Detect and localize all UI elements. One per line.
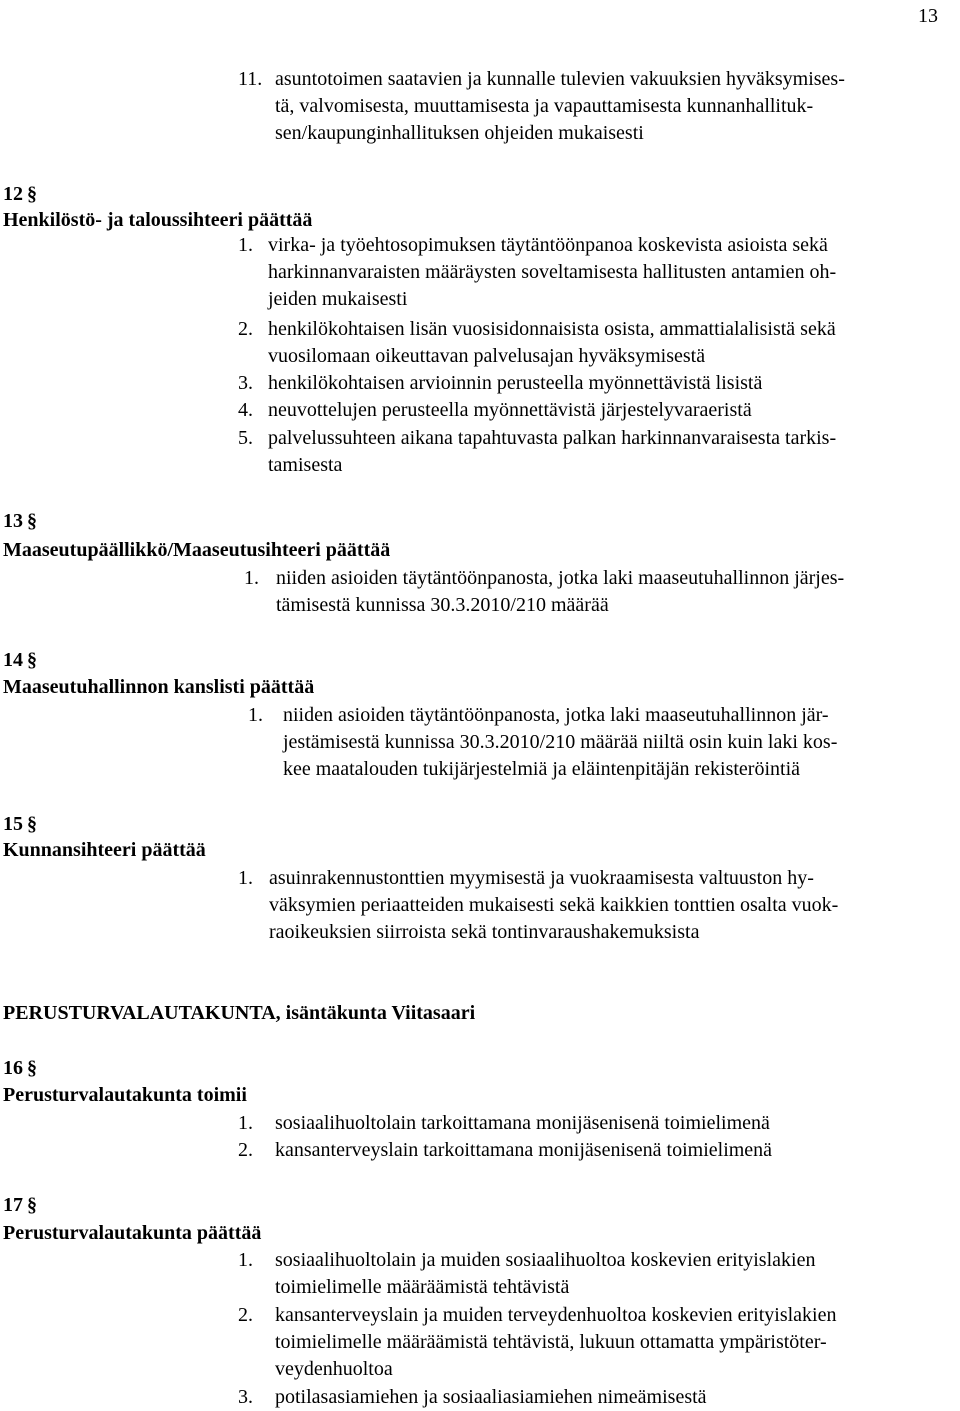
list-item <box>238 1137 772 1164</box>
item-text-line: niiden asioiden täytäntöönpanosta, jotka laki maaseutuhallinnon jär- <box>283 704 829 726</box>
item-number: 1. <box>238 867 253 889</box>
item-number: 5. <box>238 427 253 449</box>
list-item <box>238 425 836 479</box>
list-item <box>238 1110 770 1137</box>
section-number: 13 <box>3 510 23 532</box>
item-number: 1. <box>238 1112 253 1134</box>
item-text-line: niiden asioiden täytäntöönpanosta, jotka laki maaseutuhallinnon järjes- <box>276 567 845 589</box>
item-text-line: kee maatalouden tukijärjestelmiä ja eläintenpitäjän rekisteröintiä <box>283 758 801 781</box>
section-number: 12 <box>3 183 23 205</box>
item-number: 1. <box>238 1249 253 1271</box>
section-heading: Maaseutupäällikkö/Maaseutusihteeri päättää <box>3 539 391 561</box>
section-sign-icon: § <box>27 510 37 532</box>
section-number: 15 <box>3 813 23 835</box>
item-text-line: raoikeuksien siirroista sekä tontinvaraushakemuksista <box>269 921 700 944</box>
section-sign-icon: § <box>27 649 37 671</box>
item-text-line: harkinnanvaraisten määräysten soveltamisesta hallitusten antamien oh- <box>268 261 837 284</box>
list-item <box>238 397 752 424</box>
item-number: 1. <box>244 567 259 589</box>
section-number-16 <box>3 1055 37 1082</box>
item-text-line: veydenhuoltoa <box>275 1358 393 1381</box>
list-item <box>244 565 844 619</box>
section-number-14 <box>3 647 37 674</box>
item-text-line: asuntotoimen saatavien ja kunnalle tulevien vakuuksien hyväksymises- <box>275 68 845 90</box>
section-sign-icon: § <box>27 1194 37 1216</box>
item-text-line: tämisestä kunnissa 30.3.2010/210 määrää <box>276 594 609 617</box>
item-text-line: sosiaalihuoltolain tarkoittamana monijäsenisenä toimielimenä <box>275 1112 770 1134</box>
item-text-line: tä, valvomisesta, muuttamisesta ja vapauttamisesta kunnanhallituk- <box>275 95 814 118</box>
item-number: 3. <box>238 1386 253 1408</box>
item-text-line: neuvottelujen perusteella myönnettävistä järjestelyvaraeristä <box>268 399 752 421</box>
item-text-line: jestämisestä kunnissa 30.3.2010/210 määrää niiltä osin kuin laki kos- <box>283 731 838 754</box>
item-text-line: henkilökohtaisen arvioinnin perusteella myönnettävistä lisistä <box>268 372 763 394</box>
page-number: 13 <box>918 5 938 27</box>
section-heading: Maaseutuhallinnon kanslisti päättää <box>3 676 315 698</box>
list-item <box>238 370 762 397</box>
item-text-line: kansanterveyslain ja muiden terveydenhuoltoa koskevien erityislakien <box>275 1304 837 1326</box>
section-sign-icon: § <box>27 1057 37 1079</box>
item-text-line: potilasasiamiehen ja sosiaaliasiamiehen nimeämisestä <box>275 1386 707 1408</box>
item-text-line: sosiaalihuoltolain ja muiden sosiaalihuoltoa koskevien erityislakien <box>275 1249 816 1271</box>
item-text-line: toimielimelle määräämistä tehtävistä <box>275 1276 570 1299</box>
list-item <box>238 316 836 370</box>
section-heading: Perusturvalautakunta toimii <box>3 1084 247 1106</box>
item-text-line: vuosilomaan oikeuttavan palvelusajan hyväksymisestä <box>268 345 706 368</box>
item-number: 11. <box>238 68 263 90</box>
item-text-line: väksymien periaatteiden mukaisesti sekä kaikkien tonttien osalta vuok- <box>269 894 839 917</box>
item-number: 2. <box>238 1139 253 1161</box>
section-number-17 <box>3 1192 37 1219</box>
item-text-line: palvelussuhteen aikana tapahtuvasta palkan harkinnanvaraisesta tarkis- <box>268 427 837 449</box>
section-heading: Henkilöstö- ja taloussihteeri päättää <box>3 209 313 231</box>
item-number: 4. <box>238 399 253 421</box>
list-item <box>248 702 837 784</box>
list-item <box>238 66 845 148</box>
section-number-13 <box>3 508 37 535</box>
section-number-15 <box>3 811 37 838</box>
list-item <box>238 1384 707 1411</box>
item-text-line: kansanterveyslain tarkoittamana monijäsenisenä toimielimenä <box>275 1139 773 1161</box>
item-number: 3. <box>238 372 253 394</box>
board-heading: PERUSTURVALAUTAKUNTA, isäntäkunta Viitasaari <box>3 1002 476 1024</box>
item-text-line: virka- ja työehtosopimuksen täytäntöönpanoa koskevista asioista sekä <box>268 234 828 256</box>
item-text-line: tamisesta <box>268 454 343 477</box>
item-text-line: jeiden mukaisesti <box>268 288 408 311</box>
item-number: 2. <box>238 318 253 340</box>
section-sign-icon: § <box>27 183 37 205</box>
section-number: 16 <box>3 1057 23 1079</box>
item-number: 1. <box>248 704 263 726</box>
item-text-line: toimielimelle määräämistä tehtävistä, lukuun ottamatta ympäristöter- <box>275 1331 827 1354</box>
section-number: 17 <box>3 1194 23 1216</box>
section-number: 14 <box>3 649 23 671</box>
section-heading: Perusturvalautakunta päättää <box>3 1222 262 1244</box>
list-item <box>238 1247 815 1301</box>
list-item <box>238 232 836 314</box>
item-text-line: sen/kaupunginhallituksen ohjeiden mukaisesti <box>275 122 644 145</box>
section-number-12 <box>3 181 37 208</box>
item-text-line: asuinrakennustonttien myymisestä ja vuokraamisesta valtuuston hy- <box>269 867 814 889</box>
section-sign-icon: § <box>27 813 37 835</box>
section-heading: Kunnansihteeri päättää <box>3 839 206 861</box>
list-item <box>238 1302 837 1384</box>
list-item <box>238 865 838 947</box>
item-number: 1. <box>238 234 253 256</box>
item-number: 2. <box>238 1304 253 1326</box>
item-text-line: henkilökohtaisen lisän vuosisidonnaisista osista, ammattialalisistä sekä <box>268 318 836 340</box>
